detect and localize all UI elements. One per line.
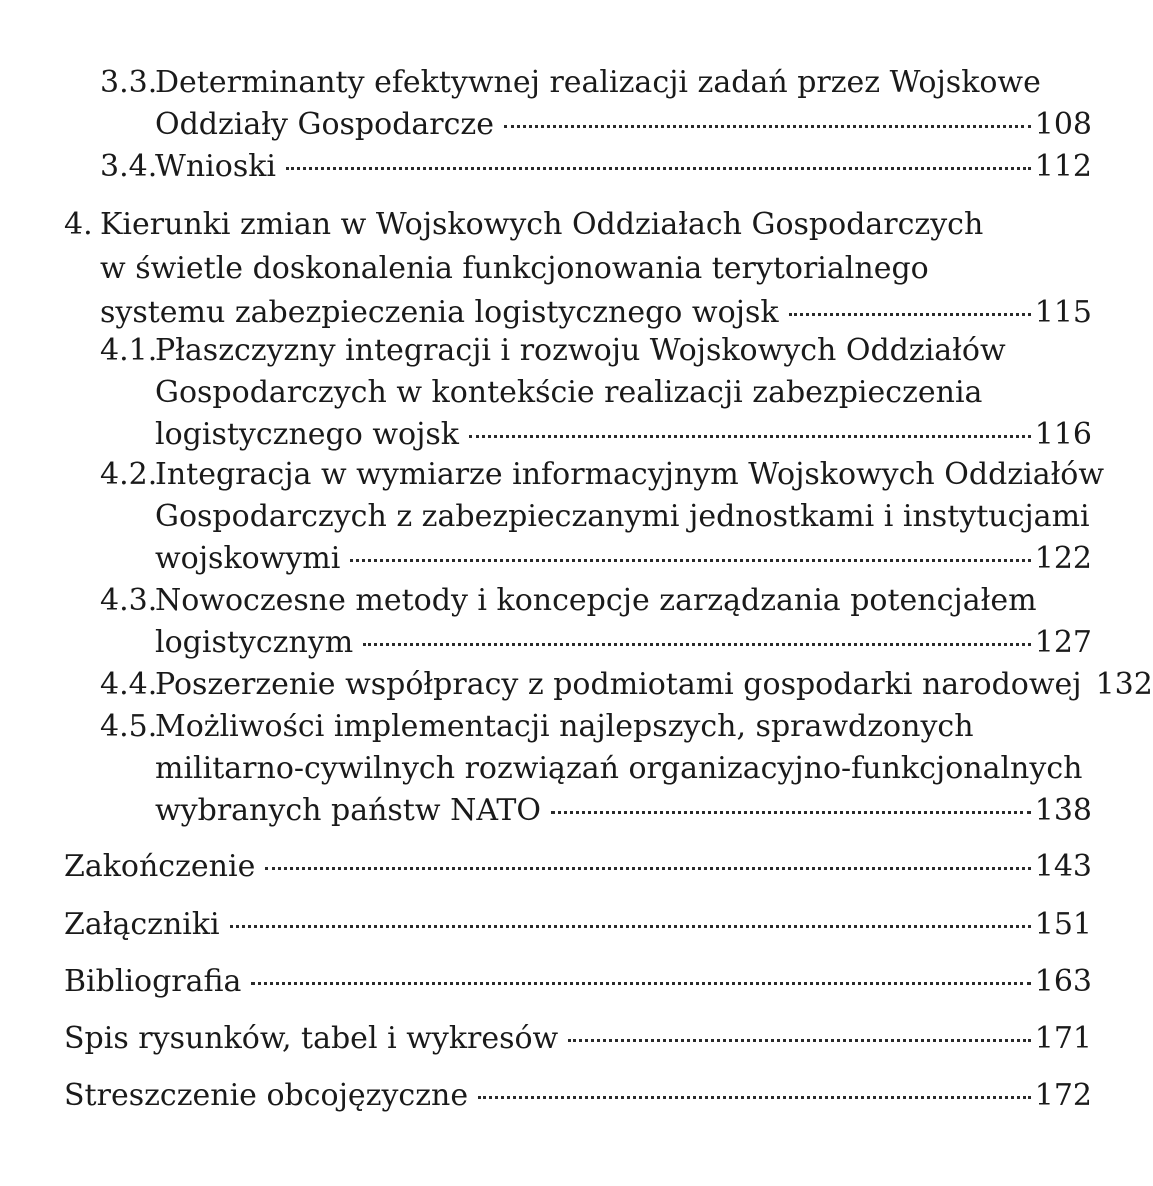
toc-entry-title-line: Wnioski: [155, 149, 276, 184]
toc-entry-number: 4.: [64, 207, 93, 242]
toc-entry-number: 4.5.: [100, 709, 158, 744]
toc-entry-title-line: Możliwości implementacji najlepszych, sprawdzonych: [155, 709, 974, 744]
dot-leader: [551, 811, 1031, 814]
toc-entry-page: 116: [1034, 417, 1092, 452]
toc-entry-number: 3.4.: [100, 149, 158, 184]
toc-entry-title-line: w świetle doskonalenia funkcjonowania terytorialnego: [100, 251, 929, 286]
toc-entry-title-line: Gospodarczych w kontekście realizacji zabezpieczenia: [155, 375, 983, 410]
toc-entry-title-line: Bibliografia: [64, 964, 242, 999]
toc-entry-title-line: Zakończenie: [64, 849, 256, 884]
toc-entry-title-line: Poszerzenie współpracy z podmiotami gospodarki narodowej: [155, 667, 1082, 702]
toc-entry-number: 4.2.: [100, 457, 158, 492]
toc-entry-title-line: Streszczenie obcojęzyczne: [64, 1078, 469, 1113]
toc-entry-page: 151: [1034, 907, 1092, 942]
toc-entry-title-line: Nowoczesne metody i koncepcje zarządzania potencjałem: [155, 583, 1037, 618]
toc-entry-title-line: wojskowymi: [155, 541, 341, 576]
dot-leader: [265, 867, 1030, 870]
dot-leader: [286, 167, 1031, 170]
toc-entry-page: 143: [1034, 849, 1092, 884]
dot-leader: [251, 982, 1030, 985]
dot-leader: [789, 313, 1031, 316]
toc-entry-title-line: Oddziały Gospodarcze: [155, 107, 494, 142]
dot-leader: [478, 1096, 1031, 1099]
toc-entry-page: 138: [1034, 793, 1092, 828]
toc-entry-number: 4.1.: [100, 333, 158, 368]
toc-entry-title-line: Kierunki zmian w Wojskowych Oddziałach Gospodarczych: [100, 207, 984, 242]
toc-entry-page: 171: [1034, 1021, 1092, 1056]
toc-entry-page: 172: [1034, 1078, 1092, 1113]
toc-entry-title-line: Płaszczyzny integracji i rozwoju Wojskowych Oddziałów: [155, 333, 1006, 368]
toc-entry-title-line: logistycznego wojsk: [155, 417, 459, 452]
toc-entry-title-line: Gospodarczych z zabezpieczanymi jednostkami i instytucjami: [155, 499, 1090, 534]
toc-entry-page: 115: [1034, 295, 1092, 330]
toc-entry-page: 108: [1034, 107, 1092, 142]
toc-entry-title-line: systemu zabezpieczenia logistycznego wojsk: [100, 295, 779, 330]
toc-entry-page: 122: [1034, 541, 1092, 576]
toc-entry-title-line: Determinanty efektywnej realizacji zadań przez Wojskowe: [155, 65, 1041, 100]
toc-entry-title-line: logistycznym: [155, 625, 354, 660]
toc-entry-number: 4.4.: [100, 667, 158, 702]
dot-leader: [469, 435, 1031, 438]
toc-entry-title-line: Spis rysunków, tabel i wykresów: [64, 1021, 559, 1056]
toc-entry-number: 3.3.: [100, 65, 158, 100]
toc-entry-title-line: wybranych państw NATO: [155, 793, 541, 828]
toc-entry-page: 132: [1095, 667, 1153, 702]
toc-entry-number: 4.3.: [100, 583, 158, 618]
toc-entry-page: 112: [1034, 149, 1092, 184]
toc-entry-title-line: militarno-cywilnych rozwiązań organizacyjno-funkcjonalnych: [155, 751, 1083, 786]
dot-leader: [363, 643, 1031, 646]
toc-entry-title-line: Załączniki: [64, 907, 220, 942]
dot-leader: [230, 925, 1031, 928]
dot-leader: [350, 559, 1030, 562]
dot-leader: [568, 1039, 1030, 1042]
toc-entry-title-line: Integracja w wymiarze informacyjnym Wojskowych Oddziałów: [155, 457, 1105, 492]
toc-entry-page: 163: [1034, 964, 1092, 999]
dot-leader: [504, 125, 1031, 128]
toc-entry-page: 127: [1034, 625, 1092, 660]
